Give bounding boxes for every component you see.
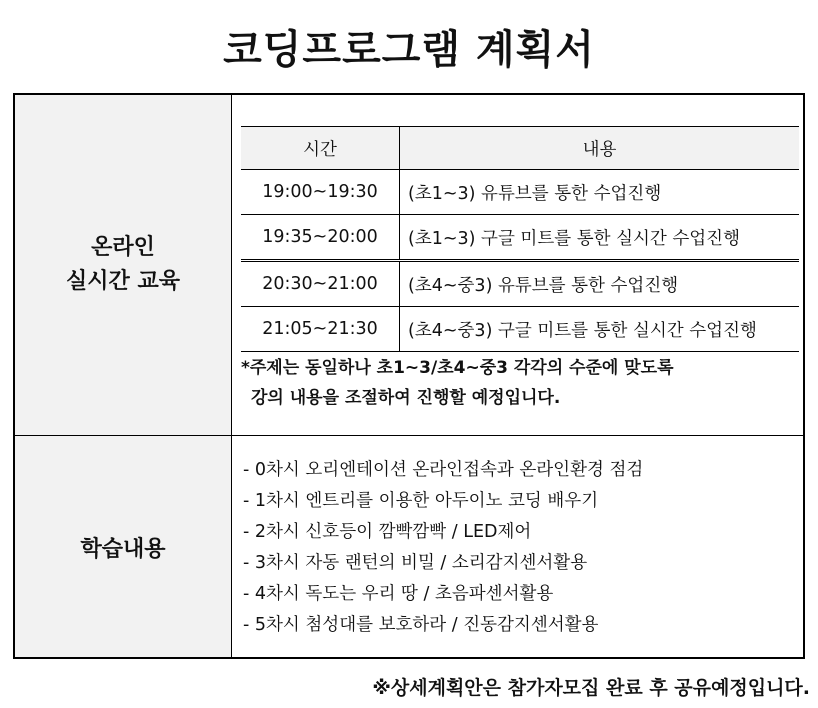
learning-content-list [243, 455, 799, 641]
online-label-line2: 실시간 교육 [66, 269, 180, 294]
session-time: 21:05~21:30 [241, 307, 400, 352]
session-content: (초1~3) 구글 미트를 통한 실시간 수업진행 [400, 215, 800, 261]
plan-table [13, 93, 805, 659]
online-section-label [15, 231, 231, 299]
table-row [241, 307, 799, 352]
session-time: 19:35~20:00 [241, 215, 400, 261]
list-item: - 3차시 자동 랜턴의 비밀 / 소리감지센서활용 [243, 553, 588, 573]
section-label-column [15, 95, 232, 657]
session-content: (초4~중3) 유튜브를 통한 수업진행 [400, 261, 800, 307]
list-item: - 1차시 엔트리를 이용한 아두이노 코딩 배우기 [243, 491, 599, 511]
session-content: (초1~3) 유튜브를 통한 수업진행 [400, 170, 800, 215]
list-item: - 2차시 신호등이 깜빡깜빡 / LED제어 [243, 522, 532, 542]
note-line1: *주제는 동일하나 초1~3/초4~중3 각각의 수준에 맞도록 [241, 358, 674, 378]
section-divider [15, 435, 803, 436]
schedule-table [241, 126, 799, 352]
session-time: 20:30~21:00 [241, 261, 400, 307]
online-label-line1: 온라인 [91, 235, 155, 260]
schedule-note [241, 353, 797, 413]
schedule-header-row [241, 127, 799, 170]
list-item: - 0차시 오리엔테이션 온라인접속과 온라인환경 점검 [243, 460, 644, 480]
note-line2: 강의 내용을 조절하여 진행할 예정입니다. [251, 388, 561, 408]
list-item: - 4차시 독도는 우리 땅 / 초음파센서활용 [243, 584, 554, 604]
column-header-content: 내용 [400, 127, 800, 170]
session-content: (초4~중3) 구글 미트를 통한 실시간 수업진행 [400, 307, 800, 352]
footer-note: ※상세계획안은 참가자모집 완료 후 공유예정입니다. [372, 677, 810, 699]
session-time: 19:00~19:30 [241, 170, 400, 215]
table-row [241, 170, 799, 215]
document-title: 코딩프로그램 계획서 [223, 27, 595, 73]
learning-section-label: 학습내용 [80, 537, 166, 562]
table-row [241, 261, 799, 307]
column-header-time: 시간 [241, 127, 400, 170]
list-item: - 5차시 첨성대를 보호하라 / 진동감지센서활용 [243, 615, 599, 635]
table-row [241, 215, 799, 261]
